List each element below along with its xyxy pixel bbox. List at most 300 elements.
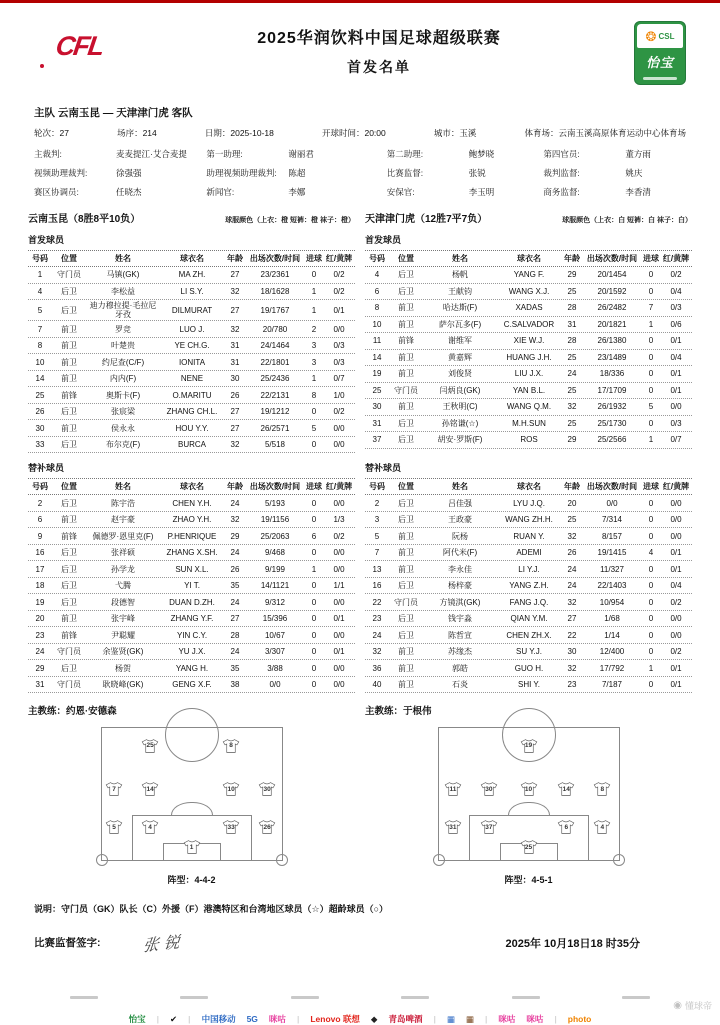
away-subs-body: [365, 495, 692, 693]
player-name: 陈宇浩: [111, 498, 135, 508]
player-name: 张宸梁: [111, 407, 135, 417]
player-row: [28, 627, 355, 644]
player-jersey-icon: [520, 738, 537, 753]
official-entry: [543, 167, 686, 179]
player-apps: 26/1932: [597, 402, 627, 412]
corner-arc: [433, 854, 445, 866]
player-position: 前卫: [61, 324, 77, 334]
away-team-header: [365, 210, 692, 225]
official-entry: [34, 148, 200, 160]
player-jersey-icon: [480, 782, 497, 797]
player-cards: 0/3: [670, 418, 682, 428]
column-header: 姓名: [115, 482, 131, 492]
player-row: [365, 528, 692, 545]
player-position: 后卫: [61, 286, 77, 296]
player-cards: 0/0: [333, 440, 345, 450]
player-goals: 3: [311, 357, 317, 367]
header: [0, 3, 720, 99]
player-position: 前卫: [398, 352, 414, 362]
player-age: 30: [230, 374, 240, 384]
player-position: 前卫: [61, 341, 77, 351]
player-jersey-name: HOU Y.Y.: [175, 423, 209, 433]
official-value: 李香清: [625, 187, 651, 197]
csl-badge-subline: [643, 77, 677, 80]
player-jersey-icon: [594, 820, 611, 835]
player-apps: 22/2131: [260, 390, 290, 400]
player-jersey-icon: [444, 782, 461, 797]
player-jersey-name: NENE: [180, 374, 204, 384]
home-coach-label: 主教练：: [28, 706, 67, 718]
watermark-text: 懂球帝: [684, 1001, 712, 1011]
player-jersey-name: YANG F.: [513, 270, 545, 280]
player-apps: 1/14: [604, 630, 620, 640]
player-jersey-name: DILMURAT: [171, 305, 213, 315]
csl-yibao-badge: [634, 21, 686, 85]
player-cards: 1/1: [333, 581, 345, 591]
home-starters-table: [28, 250, 355, 453]
sponsor-logo: |: [484, 1014, 488, 1025]
player-apps: 0/0: [606, 498, 618, 508]
jersey-number: 25: [146, 742, 154, 750]
player-number: 6: [37, 515, 43, 525]
player-age: 32: [567, 663, 577, 673]
away-starters-body: [365, 267, 692, 449]
player-number: 23: [372, 614, 382, 624]
official-entry: [206, 186, 380, 198]
match-info-item: 日期：2025-10-18: [204, 128, 274, 138]
player-row: [365, 333, 692, 350]
column-header: 年龄: [227, 482, 243, 492]
player-row: [365, 416, 692, 433]
player-row: [28, 371, 355, 388]
player-row: [365, 399, 692, 416]
player-position: 后卫: [61, 564, 77, 574]
player-row: [28, 611, 355, 628]
official-entry: [387, 186, 538, 198]
player-jersey-name: M.H.SUN: [512, 418, 546, 428]
player-goals: 0: [311, 498, 317, 508]
player-jersey-name: ZHANG CH.L.: [166, 407, 218, 417]
player-number: 37: [372, 435, 382, 445]
player-jersey-name: WANG ZH.H.: [505, 515, 553, 525]
player-jersey-icon: [520, 840, 537, 855]
jersey-number: 10: [227, 786, 235, 794]
player-jersey-name: LI S.Y.: [180, 286, 204, 296]
player-apps: 20/1454: [597, 270, 627, 280]
player-goals: 0: [311, 440, 317, 450]
player-name: 郭皓: [452, 663, 468, 673]
player-row: [365, 677, 692, 694]
player-goals: 0: [648, 385, 654, 395]
player-age: 22: [567, 630, 577, 640]
column-header: 姓名: [115, 254, 131, 263]
player-apps: 8/157: [601, 531, 623, 541]
csl-badge-text: CSL: [658, 31, 675, 41]
sponsor-logo: ◆: [370, 1013, 378, 1024]
player-jersey-icon: [594, 782, 611, 797]
csl-brand-text: 怡宝: [645, 55, 674, 70]
player-name: 苏缘杰: [448, 647, 472, 657]
player-age: 26: [230, 564, 240, 574]
jersey-number: 30: [485, 786, 493, 794]
formation-row: [0, 727, 720, 886]
player-goals: 0: [648, 515, 654, 525]
player-cards: 0/1: [670, 385, 682, 395]
title-block: [124, 21, 634, 77]
player-position: 后卫: [61, 305, 77, 315]
player-jersey-name: YIN C.Y.: [176, 630, 208, 640]
player-name: 阮杨: [452, 531, 468, 541]
player-name: 王秋明(C): [442, 402, 478, 412]
player-cards: 0/0: [670, 498, 682, 508]
player-name: 杨帆: [452, 270, 468, 280]
match-info-item: 体育场：云南玉溪高原体育运动中心体育场: [524, 128, 686, 138]
player-jersey-name: WANG X.J.: [508, 286, 550, 296]
player-jersey-name: LI Y.J.: [518, 564, 540, 574]
player-name: 李松益: [111, 286, 135, 296]
player-position: 后卫: [61, 663, 77, 673]
jersey-number: 31: [449, 824, 457, 832]
sponsor-captions: [0, 996, 720, 999]
player-goals: 8: [311, 390, 317, 400]
column-header: 出场次数/时间: [249, 254, 301, 263]
player-cards: 0/1: [670, 548, 682, 558]
match-info-item: 轮次：27: [34, 128, 69, 138]
player-cards: 0/1: [670, 336, 682, 346]
player-age: 27: [230, 614, 240, 624]
player-cards: 0/1: [670, 680, 682, 690]
player-jersey-name: CHEN ZH.X.: [506, 630, 552, 640]
player-jersey-name: BURCA: [177, 440, 206, 450]
center-circle: [165, 708, 219, 762]
player-jersey-icon: [183, 840, 200, 855]
player-cards: 0/4: [670, 286, 682, 296]
player-name: 刘俊贤: [448, 369, 472, 379]
player-position: 前卫: [61, 515, 77, 525]
cfl-logo-dot: [40, 64, 44, 68]
official-entry: [387, 167, 538, 179]
sponsor-logo: 咪咕: [526, 1014, 544, 1025]
player-age: 32: [230, 286, 240, 296]
player-number: 18: [35, 581, 45, 591]
home-coach-name: 约恩·安德森: [66, 706, 117, 718]
player-age: 29: [567, 435, 577, 445]
player-jersey-name: SHI Y.: [518, 680, 540, 690]
player-jersey-icon: [558, 782, 575, 797]
player-number: 24: [372, 630, 382, 640]
officials-grid: [0, 139, 720, 198]
player-cards: 0/1: [670, 564, 682, 574]
player-row: [28, 594, 355, 611]
away-coach-label: 主教练：: [365, 706, 404, 718]
player-goals: 0: [648, 647, 654, 657]
player-age: 24: [567, 369, 577, 379]
home-starters-label: 首发球员: [28, 235, 65, 245]
official-value: 姚庆: [625, 168, 643, 178]
sponsor-logo: ✔: [170, 1013, 178, 1024]
player-jersey-name: P.HENRIQUE: [167, 531, 217, 541]
sponsor-logo: Lenovo 联想: [310, 1014, 360, 1025]
player-jersey-name: WANG Q.M.: [506, 402, 552, 412]
player-cards: 0/3: [333, 341, 345, 351]
player-jersey-name: MA ZH.: [178, 270, 206, 280]
player-jersey-icon: [142, 738, 159, 753]
official-value: 董方雨: [625, 149, 651, 159]
player-number: 26: [35, 407, 45, 417]
home-team-header: [28, 210, 355, 225]
player-position: 后卫: [398, 515, 414, 525]
player-cards: 0/2: [670, 270, 682, 280]
column-header: 号码: [32, 482, 48, 492]
column-header: 出场次数/时间: [586, 482, 638, 492]
sponsor-logo: ▦: [446, 1013, 455, 1024]
official-entry: [206, 148, 380, 160]
corner-arc: [613, 854, 625, 866]
column-header: 进球: [643, 254, 659, 263]
player-row: [365, 660, 692, 677]
official-label: 新闻官:: [206, 187, 235, 197]
player-apps: 5/518: [264, 440, 286, 450]
player-position: 前卫: [398, 319, 414, 329]
official-label: 第四官员:: [543, 149, 580, 159]
player-jersey-name: ADEMI: [516, 548, 542, 558]
player-jersey-name: ZHANG Y.F.: [170, 614, 214, 624]
match-title: 主队 云南玉昆 — 天津津门虎 客队: [34, 107, 193, 119]
player-apps: 9/199: [264, 564, 286, 574]
player-apps: 20/780: [262, 324, 288, 334]
player-apps: 23/1489: [597, 352, 627, 362]
player-position: 前卫: [61, 423, 77, 433]
column-header: 年龄: [564, 482, 580, 492]
player-age: 29: [230, 531, 240, 541]
player-jersey-icon: [142, 820, 159, 835]
player-apps: 7/314: [601, 515, 623, 525]
player-goals: 0: [311, 581, 317, 591]
player-position: 后卫: [398, 418, 414, 428]
official-entry: [543, 148, 686, 160]
home-team-name: 云南玉昆（8胜8平10负）: [28, 214, 141, 225]
player-apps: 17/792: [599, 663, 625, 673]
home-pitch-diagram: [101, 727, 283, 861]
player-jersey-icon: [223, 738, 240, 753]
away-coach-name: 于根伟: [403, 706, 432, 718]
player-row: [365, 627, 692, 644]
player-row: [28, 437, 355, 454]
column-header: 进球: [306, 482, 322, 492]
official-entry: [387, 148, 538, 160]
column-header: 号码: [32, 254, 48, 263]
sponsor-caption-placeholder: [291, 996, 319, 999]
player-cards: 0/0: [670, 402, 682, 412]
player-jersey-name: LIU J.X.: [514, 369, 544, 379]
match-info-item: 开球时间：20:00: [321, 128, 386, 138]
sponsor-caption-placeholder: [622, 996, 650, 999]
player-cards: 0/1: [333, 305, 345, 315]
player-apps: 19/1156: [260, 515, 290, 525]
player-position: 守门员: [394, 597, 418, 607]
player-jersey-name: XIE W.J.: [513, 336, 545, 346]
player-row: [28, 387, 355, 404]
player-goals: 0: [648, 336, 654, 346]
player-jersey-name: GUO H.: [514, 663, 544, 673]
player-row: [365, 284, 692, 301]
starters-tables: [0, 250, 720, 453]
player-position: 前卫: [398, 303, 414, 313]
away-starters-table: [365, 250, 692, 453]
player-position: 后卫: [61, 548, 77, 558]
player-apps: 3/307: [264, 647, 286, 657]
player-goals: 0: [648, 630, 654, 640]
player-name: 段德智: [111, 597, 135, 607]
player-cards: 0/3: [333, 357, 345, 367]
player-cards: 0/0: [670, 531, 682, 541]
official-label: 第一助理:: [206, 149, 243, 159]
player-number: 32: [372, 647, 382, 657]
sponsor-logo: |: [188, 1014, 191, 1025]
player-number: 2: [374, 498, 380, 508]
official-label: 视频助理裁判:: [34, 168, 88, 178]
player-apps: 1/68: [604, 614, 620, 624]
player-jersey-name: O.MARITU: [172, 390, 212, 400]
player-position: 后卫: [61, 440, 77, 450]
column-header: 球衣名: [180, 482, 204, 492]
player-age: 31: [230, 357, 240, 367]
player-jersey-icon: [444, 820, 461, 835]
player-name: 李永佳: [448, 564, 472, 574]
player-name: 哈达斯(F): [442, 303, 478, 313]
player-position: 后卫: [398, 614, 414, 624]
home-subs-label: 替补球员: [28, 463, 65, 474]
player-position: 前卫: [398, 680, 414, 690]
column-header: 球衣名: [517, 482, 541, 492]
player-jersey-name: LYU J.Q.: [513, 498, 545, 508]
player-jersey-name: DUAN D.ZH.: [169, 597, 215, 607]
player-number: 19: [372, 369, 382, 379]
player-cards: 0/0: [670, 630, 682, 640]
player-cards: 0/1: [670, 369, 682, 379]
player-age: 27: [230, 270, 240, 280]
player-goals: 0: [311, 270, 317, 280]
sponsor-logo: ▦: [465, 1013, 474, 1024]
player-age: 26: [230, 390, 240, 400]
signature-label: 比赛监督签字:: [34, 937, 101, 950]
player-goals: 0: [648, 270, 654, 280]
player-age: 32: [230, 324, 240, 334]
official-label: 第二助理:: [386, 149, 424, 159]
player-goals: 0: [648, 369, 654, 379]
jersey-number: 7: [112, 786, 116, 794]
player-jersey-name: ZHAO Y.H.: [172, 515, 212, 525]
player-position: 守门员: [394, 385, 418, 395]
player-name: 吕佳强: [448, 498, 472, 508]
player-name: 杨梓豪: [448, 581, 472, 591]
official-label: 裁判监督:: [543, 168, 580, 178]
home-formation-block: [28, 727, 355, 886]
column-header: 出场次数/时间: [586, 254, 638, 263]
official-label: 安保官:: [386, 187, 415, 197]
column-header: 年龄: [564, 254, 580, 263]
player-goals: 1: [311, 305, 317, 315]
player-jersey-icon: [259, 782, 276, 797]
player-row: [28, 677, 355, 694]
player-name: 王政豪: [448, 515, 472, 525]
player-row: [28, 354, 355, 371]
player-jersey-name: GENG X.F.: [172, 680, 212, 690]
player-position: 前卫: [398, 647, 414, 657]
player-goals: 0: [648, 531, 654, 541]
player-number: 23: [35, 630, 45, 640]
player-name: 王献钧: [448, 286, 472, 296]
column-header: 位置: [61, 482, 77, 492]
player-age: 31: [230, 341, 240, 351]
csl-badge-top: [637, 24, 683, 48]
player-position: 后卫: [398, 630, 414, 640]
player-apps: 3/88: [267, 663, 283, 673]
match-info-item: 场序：214: [117, 128, 157, 138]
player-apps: 25/1730: [597, 418, 627, 428]
player-position: 前卫: [398, 663, 414, 673]
player-age: 28: [567, 303, 577, 313]
player-row: [28, 545, 355, 562]
sponsor-strip: [0, 1013, 720, 1025]
player-position: 前锋: [61, 390, 77, 400]
player-age: 24: [230, 647, 240, 657]
column-header: 姓名: [452, 482, 468, 492]
player-number: 31: [372, 418, 382, 428]
jersey-number: 11: [449, 786, 457, 794]
player-goals: 0: [648, 581, 654, 591]
column-header: 号码: [369, 254, 385, 263]
player-row: [365, 300, 692, 317]
player-apps: 25/2436: [260, 374, 290, 384]
away-kit-colors: 球服颜色（上衣：白 短裤：白 袜子：白）: [562, 217, 692, 224]
player-name: 方镜淇(GK): [439, 597, 481, 607]
sponsor-logo: 中国移动: [201, 1014, 236, 1025]
player-age: 32: [567, 597, 577, 607]
player-cards: 0/0: [333, 548, 345, 558]
jersey-number: 4: [600, 824, 605, 832]
column-header: 位置: [398, 254, 414, 263]
player-goals: 0: [648, 680, 654, 690]
watermark-icon: ◉: [673, 1000, 682, 1011]
player-number: 24: [35, 647, 45, 657]
player-number: 19: [35, 597, 45, 607]
table-header: [28, 478, 355, 495]
player-jersey-name: C.SALVADOR: [503, 319, 555, 329]
penalty-arc: [171, 802, 213, 816]
official-label: 商务监督:: [543, 187, 580, 197]
away-pitch-diagram: [438, 727, 620, 861]
player-goals: 0: [311, 663, 317, 673]
home-formation-label: 阵型：4-4-2: [167, 875, 216, 886]
player-age: 24: [230, 597, 240, 607]
player-row: [28, 321, 355, 338]
player-age: 26: [567, 548, 577, 558]
player-apps: 19/1767: [260, 305, 290, 315]
player-position: 前卫: [61, 357, 77, 367]
player-jersey-name: ROS: [520, 435, 538, 445]
column-header: 进球: [306, 254, 322, 263]
player-age: 35: [230, 581, 240, 591]
official-value: 张锐: [468, 168, 486, 178]
sponsor-logo: photo: [567, 1014, 592, 1025]
player-name: 胡安·罗斯(F): [437, 435, 483, 445]
player-number: 31: [35, 680, 45, 690]
player-cards: 0/2: [333, 407, 345, 417]
player-cards: 0/1: [333, 614, 345, 624]
away-team-name: 天津津门虎（12胜7平7负）: [365, 214, 488, 225]
player-goals: 0: [311, 548, 317, 558]
